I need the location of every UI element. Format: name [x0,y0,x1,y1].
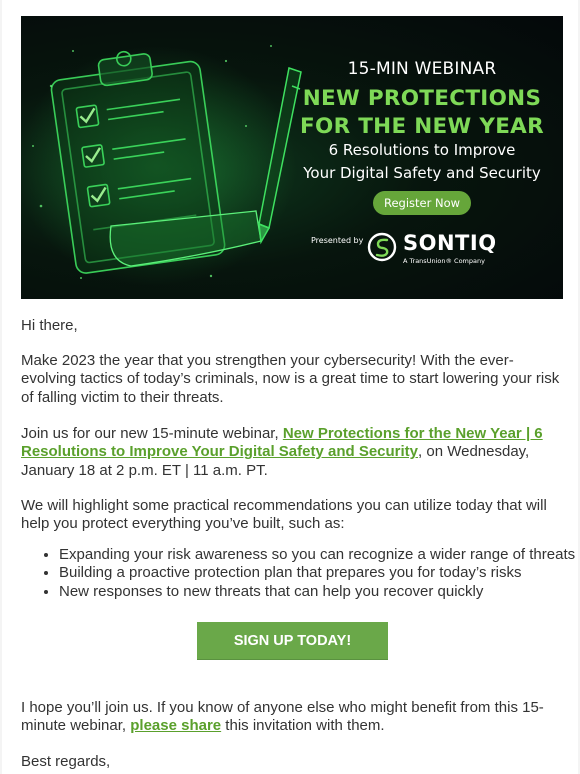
banner-title-line1: NEW PROTECTIONS [302,86,542,111]
highlight-paragraph: We will highlight some practical recommendations you can utilize today that will help you protect everything you’ve built, such as: [21,497,547,533]
register-now-button[interactable]: Register Now [373,191,471,215]
signoff: Best regards, [21,753,111,770]
greeting: Hi there, [21,317,78,334]
webinar-paragraph-prefix: Join us for our new 15-minute webinar, [21,425,283,442]
email-container [2,0,578,774]
banner-kicker: 15-MIN WEBINAR [347,59,497,79]
webinar-title-link[interactable]: New Protections for the New Year | 6 Resolutions to Improve Your Digital Safety and Security [21,425,543,461]
banner-subtitle-line2: Your Digital Safety and Security [303,164,541,182]
closing-paragraph-prefix: I hope you’ll join us. If you know of anyone else who might benefit from this 15-minute webinar, [21,699,544,735]
sontiq-brand-tagline: A TransUnion® Company [403,257,485,265]
banner-title-line2: FOR THE NEW YEAR [300,114,544,139]
presented-by-label: Presented by [311,236,364,245]
recommendations-list [21,546,580,601]
sign-up-button[interactable]: SIGN UP TODAY! [197,622,388,660]
intro-paragraph: Make 2023 the year that you strengthen your cybersecurity! With the ever-evolving tactics of today’s criminals, now is a great time to start lowering your risk of falling victim to their threats. [21,352,560,406]
webinar-banner[interactable] [21,16,563,299]
please-share-link[interactable]: please share [130,717,222,735]
sontiq-logo-icon [366,230,398,264]
banner-subtitle [291,139,553,185]
banner-title [291,85,553,141]
list-item: • Building a proactive protection plan that prepares you for today’s risks [59,564,580,582]
closing-paragraph-suffix: this invitation with them. [221,717,385,735]
list-item: • New responses to new threats that can help you recover quickly [59,583,580,601]
webinar-paragraph-suffix: , on Wednesday, January 18 at 2 p.m. ET | 11 a.m. PT. [21,443,530,479]
list-item: • Expanding your risk awareness so you can recognize a wider range of threats [59,546,580,564]
closing-paragraph [21,699,561,736]
sontiq-brand-name: SONTIQ [403,231,497,255]
banner-subtitle-line1: 6 Resolutions to Improve [328,141,516,159]
webinar-paragraph [21,425,561,480]
